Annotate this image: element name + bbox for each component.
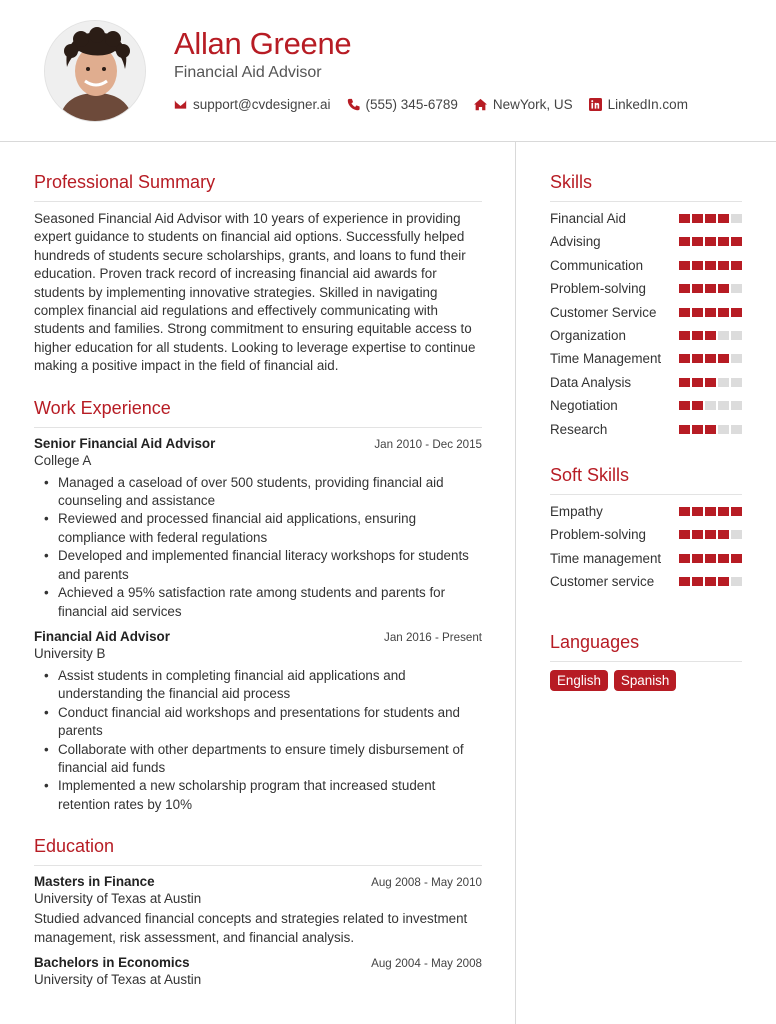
skill-level-dot	[679, 354, 690, 363]
skill-level-dot	[718, 214, 729, 223]
skill-level-dot	[679, 261, 690, 270]
skill-name: Financial Aid	[550, 211, 626, 226]
skill-level-dot	[718, 401, 729, 410]
home-icon	[474, 98, 487, 111]
phone-icon	[347, 98, 360, 111]
experience-section	[34, 398, 482, 815]
skill-level	[679, 308, 742, 317]
bullet-item: • Collaborate with other departments to ensure timely disbursement of financial aid funds	[44, 741, 482, 778]
skill-name: Time Management	[550, 351, 662, 367]
skill-level-dot	[731, 401, 742, 410]
skill-level-dot	[718, 378, 729, 387]
skill-level-dot	[679, 554, 690, 563]
skill-level-dot	[731, 577, 742, 586]
language-badge: Spanish	[614, 670, 676, 691]
skill-level-dot	[705, 425, 716, 434]
skill-level-dot	[692, 354, 703, 363]
skill-level	[679, 331, 742, 340]
skill-level-dot	[731, 331, 742, 340]
skill-level-dot	[731, 354, 742, 363]
skill-level-dot	[679, 237, 690, 246]
skill-level-dot	[679, 577, 690, 586]
skill-level-dot	[692, 261, 703, 270]
skills-section	[550, 172, 742, 439]
skill-level-dot	[718, 425, 729, 434]
skill-name: Negotiation	[550, 398, 618, 414]
skill-level-dot	[705, 237, 716, 246]
skill-level-dot	[731, 425, 742, 434]
skill-name: Communication	[550, 257, 644, 273]
skill-level-dot	[705, 284, 716, 293]
bullet-item: • Assist students in completing financial aid applications and understanding the financial aid process	[44, 667, 482, 704]
skill-level-dot	[692, 577, 703, 586]
skill-level-dot	[679, 425, 690, 434]
skill-name: Problem-solving	[550, 527, 647, 543]
skill-level-dot	[731, 214, 742, 223]
skills-list	[550, 210, 742, 439]
skill-level-dot	[718, 354, 729, 363]
skill-level-dot	[718, 331, 729, 340]
skill-name: Problem-solving	[550, 281, 647, 297]
contact-linkedin[interactable]	[589, 97, 688, 112]
bullet-item: • Reviewed and processed financial aid applications, ensuring compliance with federal regulations	[44, 510, 482, 547]
skill-name: Time management	[550, 550, 662, 566]
degree-title: Bachelors in Economics	[34, 954, 190, 970]
skill-level-dot	[718, 554, 729, 563]
degree-date: Aug 2004 - May 2008	[371, 956, 482, 970]
skill-row	[550, 374, 742, 392]
skill-level-dot	[692, 507, 703, 516]
skill-level	[679, 214, 742, 223]
skill-level	[679, 425, 742, 434]
skill-level-dot	[705, 261, 716, 270]
skill-row	[550, 327, 742, 345]
languages-title: Languages	[550, 632, 742, 662]
side-column	[550, 172, 742, 691]
resume-header	[0, 0, 776, 142]
skill-level	[679, 577, 742, 586]
summary-section	[34, 172, 482, 376]
job-org: University B	[34, 645, 106, 661]
languages-section	[550, 632, 742, 691]
profile-photo	[44, 20, 146, 122]
skill-row	[550, 350, 742, 368]
skill-name: Advising	[550, 234, 601, 250]
skill-level-dot	[705, 554, 716, 563]
contact-email[interactable]	[174, 97, 331, 112]
soft-skills-title: Soft Skills	[550, 465, 742, 495]
skill-level-dot	[731, 554, 742, 563]
skill-level-dot	[718, 284, 729, 293]
bullet-item: • Managed a caseload of over 500 students, providing financial aid counseling and assistance	[44, 474, 482, 511]
degree-title: Masters in Finance	[34, 874, 155, 890]
contact-list	[174, 97, 688, 112]
skill-name: Data Analysis	[550, 374, 632, 390]
job-date: Jan 2016 - Present	[384, 630, 482, 644]
skill-level-dot	[718, 308, 729, 317]
skill-level-dot	[692, 401, 703, 410]
skill-level-dot	[679, 401, 690, 410]
skill-row	[550, 526, 742, 544]
person-photo-icon	[45, 21, 146, 122]
skill-level-dot	[692, 378, 703, 387]
skill-level	[679, 554, 742, 563]
education-entry	[34, 874, 482, 947]
skill-name: Organization	[550, 328, 626, 344]
skill-level-dot	[692, 237, 703, 246]
education-section	[34, 836, 482, 987]
bullet-item: • Implemented a new scholarship program that increased student retention rates by 10%	[44, 777, 482, 814]
linkedin-icon	[589, 98, 602, 111]
skill-level-dot	[731, 261, 742, 270]
skill-level-dot	[679, 530, 690, 539]
skill-name: Research	[550, 421, 608, 437]
skill-level-dot	[679, 214, 690, 223]
skill-level-dot	[679, 378, 690, 387]
skill-level-dot	[679, 284, 690, 293]
skill-row	[550, 503, 742, 521]
degree-description: Studied advanced financial concepts and strategies related to investment management, risk assessment, and financial analysis.	[34, 911, 468, 945]
contact-location[interactable]	[474, 97, 573, 112]
skill-row	[550, 280, 742, 298]
skill-level-dot	[692, 214, 703, 223]
summary-text: Seasoned Financial Aid Advisor with 10 years of experience in providing expert guidance to students on financial aid options. Successfully helped hundreds of students secure scholarships, grants, and loans to fund their education. Proven track record of increasing financial aid awards for students by implementing innovative strategies. Skilled in navigating complex financial aid regulations and effectively communicating with students and families. Strong commitment to ensuring equitable access to higher education for all students. Looking to leverage expertise to continue making a positive impact in the field of financial aid.	[34, 211, 476, 374]
experience-title: Work Experience	[34, 398, 482, 428]
skill-row	[550, 573, 742, 591]
skill-level-dot	[718, 261, 729, 270]
contact-phone-text: (555) 345-6789	[365, 97, 458, 112]
contact-phone[interactable]	[347, 97, 458, 112]
skill-level-dot	[705, 214, 716, 223]
envelope-icon	[174, 98, 187, 111]
skill-level-dot	[692, 530, 703, 539]
job-date: Jan 2010 - Dec 2015	[374, 437, 482, 451]
job-entry	[34, 436, 482, 621]
skill-level	[679, 378, 742, 387]
degree-date: Aug 2008 - May 2010	[371, 876, 482, 890]
skill-level-dot	[718, 577, 729, 586]
skill-level	[679, 507, 742, 516]
skill-name: Customer Service	[550, 304, 657, 320]
column-divider	[515, 142, 516, 1024]
soft-skills-list	[550, 503, 742, 592]
skill-row	[550, 421, 742, 439]
job-bullets	[34, 474, 482, 621]
skill-level	[679, 530, 742, 539]
contact-email-text: support@cvdesigner.ai	[193, 97, 331, 112]
soft-skills-section	[550, 465, 742, 592]
skill-row	[550, 210, 742, 228]
skill-level-dot	[718, 530, 729, 539]
skill-level-dot	[705, 401, 716, 410]
skill-level-dot	[679, 308, 690, 317]
bullet-item: • Conduct financial aid workshops and presentations for students and parents	[44, 704, 482, 741]
candidate-name: Allan Greene	[174, 26, 352, 61]
candidate-role: Financial Aid Advisor	[174, 64, 322, 81]
job-title: Financial Aid Advisor	[34, 628, 170, 644]
skill-level-dot	[692, 331, 703, 340]
job-org: College A	[34, 452, 92, 468]
skill-level-dot	[692, 554, 703, 563]
skill-row	[550, 397, 742, 415]
skill-level-dot	[718, 507, 729, 516]
contact-location-text: NewYork, US	[492, 97, 573, 112]
skill-level	[679, 237, 742, 246]
language-list	[550, 670, 742, 691]
skill-level-dot	[705, 308, 716, 317]
summary-title: Professional Summary	[34, 172, 482, 202]
skill-row	[550, 257, 742, 275]
job-entry	[34, 629, 482, 814]
skill-level-dot	[692, 425, 703, 434]
skill-name: Empathy	[550, 504, 603, 520]
school-name: University of Texas at Austin	[34, 891, 202, 907]
education-entry	[34, 955, 482, 987]
skill-row	[550, 304, 742, 322]
skill-level-dot	[705, 378, 716, 387]
job-bullets	[34, 667, 482, 814]
skill-level-dot	[731, 530, 742, 539]
skill-name: Customer service	[550, 574, 655, 590]
skill-level-dot	[705, 331, 716, 340]
skill-level-dot	[692, 308, 703, 317]
skills-title: Skills	[550, 172, 742, 202]
skill-level-dot	[705, 354, 716, 363]
skill-level-dot	[731, 308, 742, 317]
skill-level-dot	[679, 507, 690, 516]
skill-level-dot	[731, 507, 742, 516]
bullet-item: • Developed and implemented financial literacy workshops for students and parents	[44, 547, 482, 584]
skill-level-dot	[705, 507, 716, 516]
skill-level-dot	[679, 331, 690, 340]
education-title: Education	[34, 836, 482, 866]
main-column	[34, 172, 482, 987]
language-badge: English	[550, 670, 608, 691]
skill-level	[679, 354, 742, 363]
skill-level-dot	[731, 237, 742, 246]
skill-level-dot	[718, 237, 729, 246]
skill-level	[679, 401, 742, 410]
skill-level-dot	[731, 284, 742, 293]
school-name: University of Texas at Austin	[34, 971, 202, 987]
skill-level-dot	[705, 577, 716, 586]
skill-level-dot	[705, 530, 716, 539]
skill-row	[550, 550, 742, 568]
bullet-item: • Achieved a 95% satisfaction rate among students and parents for financial aid services	[44, 584, 482, 621]
skill-row	[550, 233, 742, 251]
skill-level	[679, 284, 742, 293]
job-title: Senior Financial Aid Advisor	[34, 435, 216, 451]
contact-linkedin-text: LinkedIn.com	[607, 97, 688, 112]
skill-level	[679, 261, 742, 270]
skill-level-dot	[692, 284, 703, 293]
skill-level-dot	[731, 378, 742, 387]
